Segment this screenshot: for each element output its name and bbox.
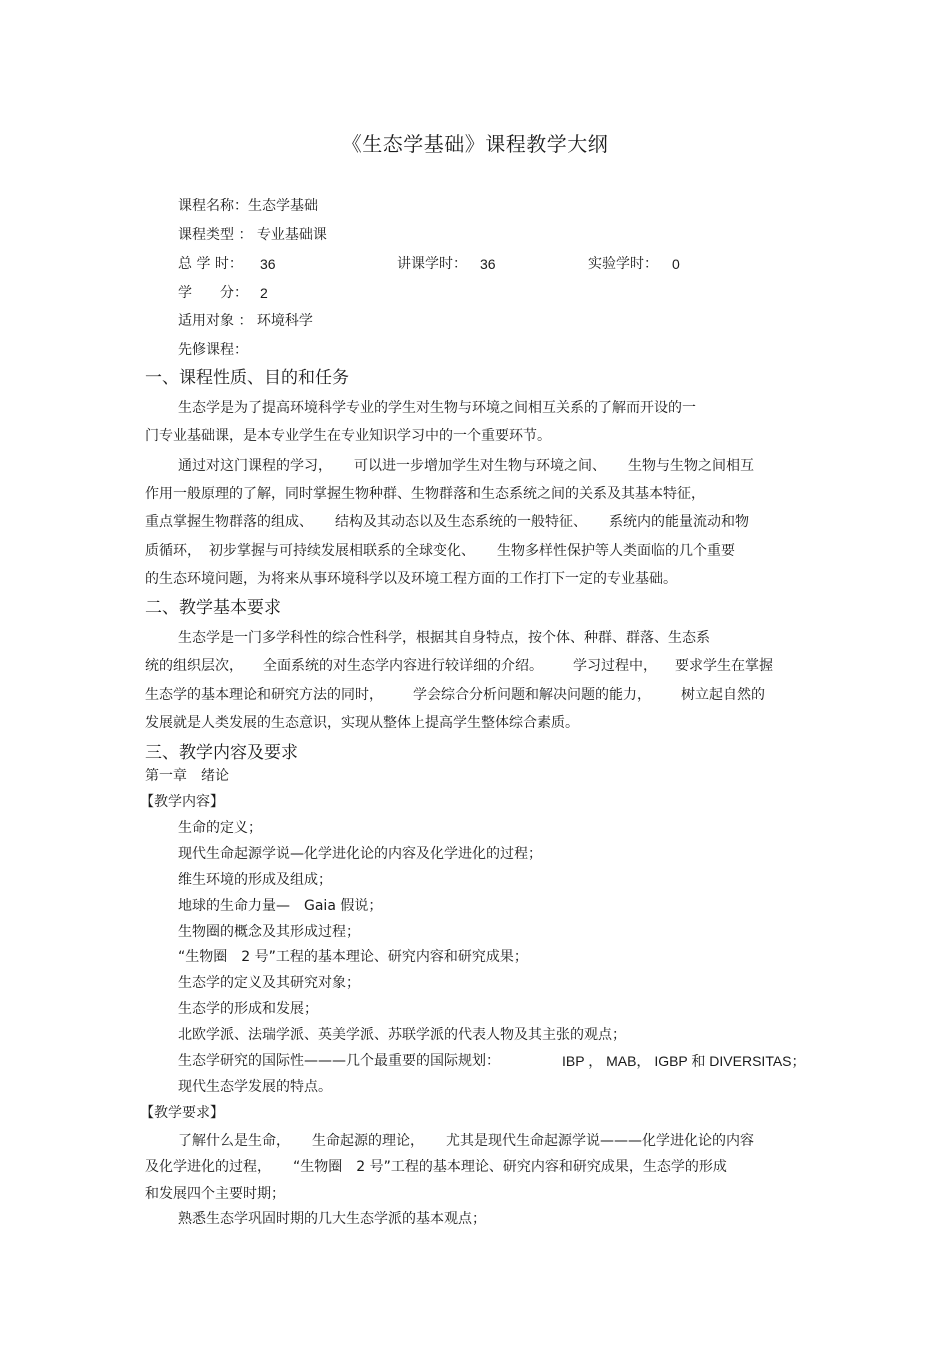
paragraph-line: 及化学进化的过程， “生物圈 2 号”工程的基本理论、研究内容和研究成果，生态学的形成 — [145, 1159, 727, 1175]
list-item: 维生环境的形成及组成； — [178, 872, 332, 888]
requirements-label: 【教学要求】 — [140, 1105, 224, 1121]
section-heading-1: 一、课程性质、目的和任务 — [145, 368, 349, 388]
paragraph-line: 通过对这门课程的学习， 可以进一步增加学生对生物与环境之间、 生物与生物之间相互 — [178, 458, 754, 474]
total-hours-value: 36 — [260, 256, 276, 272]
lab-hours-label: 实验学时： — [588, 256, 658, 272]
paragraph-line: 发展就是人类发展的生态意识，实现从整体上提高学生整体综合素质。 — [145, 715, 579, 731]
section-heading-2: 二、教学基本要求 — [145, 598, 281, 618]
total-hours-label: 总 学 时： — [178, 256, 243, 272]
paragraph-line: 生态学是为了提高环境科学专业的学生对生物与环境之间相互关系的了解而开设的一 — [178, 400, 696, 416]
content-label: 【教学内容】 — [140, 794, 224, 810]
list-item: 生态学的定义及其研究对象； — [178, 975, 360, 991]
paragraph-line: 生态学的基本理论和研究方法的同时， 学会综合分析问题和解决问题的能力， 树立起自然的 — [145, 687, 765, 703]
list-item: 生态学的形成和发展； — [178, 1001, 318, 1017]
paragraph-line: 生态学是一门多学科性的综合性科学，根据其自身特点，按个体、种群、群落、生态系 — [178, 630, 710, 646]
paragraph-line: 了解什么是生命， 生命起源的理论， 尤其是现代生命起源学说———化学进化论的内容 — [178, 1133, 754, 1149]
credits-value: 2 — [260, 285, 268, 301]
paragraph-line: 熟悉生态学巩固时期的几大生态学派的基本观点； — [178, 1211, 486, 1227]
course-type: 课程类型 ： 专业基础课 — [178, 227, 327, 243]
paragraph-line: 统的组织层次， 全面系统的对生态学内容进行较详细的介绍。 学习过程中， 要求学生在掌握 — [145, 658, 773, 674]
list-item: 现代生态学发展的特点。 — [178, 1079, 332, 1095]
course-name: 课程名称：生态学基础 — [178, 198, 318, 214]
audience: 适用对象 ： 环境科学 — [178, 313, 313, 329]
list-item: 地球的生命力量— Gaia 假说； — [178, 898, 383, 914]
paragraph-line: 门专业基础课，是本专业学生在专业知识学习中的一个重要环节。 — [145, 428, 551, 444]
list-item: 生命的定义； — [178, 820, 262, 836]
international-programs: IBP ， MAB， IGBP 和 DIVERSITAS； — [562, 1053, 806, 1069]
paragraph-line: 和发展四个主要时期； — [145, 1186, 285, 1202]
list-item: 生物圈的概念及其形成过程； — [178, 924, 360, 940]
chapter-title: 第一章 绪论 — [145, 768, 229, 784]
section-heading-3: 三、教学内容及要求 — [145, 743, 298, 763]
paragraph-line: 的生态环境问题，为将来从事环境科学以及环境工程方面的工作打下一定的专业基础。 — [145, 571, 677, 587]
list-item: “生物圈 2 号”工程的基本理论、研究内容和研究成果； — [178, 949, 528, 965]
lecture-hours-value: 36 — [480, 256, 496, 272]
list-item: 现代生命起源学说—化学进化论的内容及化学进化的过程； — [178, 846, 542, 862]
credits-label: 学 分： — [178, 285, 248, 301]
list-item: 生态学研究的国际性———几个最重要的国际规划： — [178, 1053, 500, 1069]
paragraph-line: 作用一般原理的了解，同时掌握生物种群、生物群落和生态系统之间的关系及其基本特征， — [145, 486, 705, 502]
lab-hours-value: 0 — [672, 256, 680, 272]
list-item: 北欧学派、法瑞学派、英美学派、苏联学派的代表人物及其主张的观点； — [178, 1027, 626, 1043]
document-title: 《生态学基础》课程教学大纲 — [341, 132, 609, 156]
prerequisites: 先修课程： — [178, 342, 248, 358]
paragraph-line: 质循环， 初步掌握与可持续发展相联系的全球变化、 生物多样性保护等人类面临的几个重要 — [145, 543, 735, 559]
lecture-hours-label: 讲课学时： — [397, 256, 467, 272]
paragraph-line: 重点掌握生物群落的组成、 结构及其动态以及生态系统的一般特征、 系统内的能量流动和物 — [145, 514, 749, 530]
